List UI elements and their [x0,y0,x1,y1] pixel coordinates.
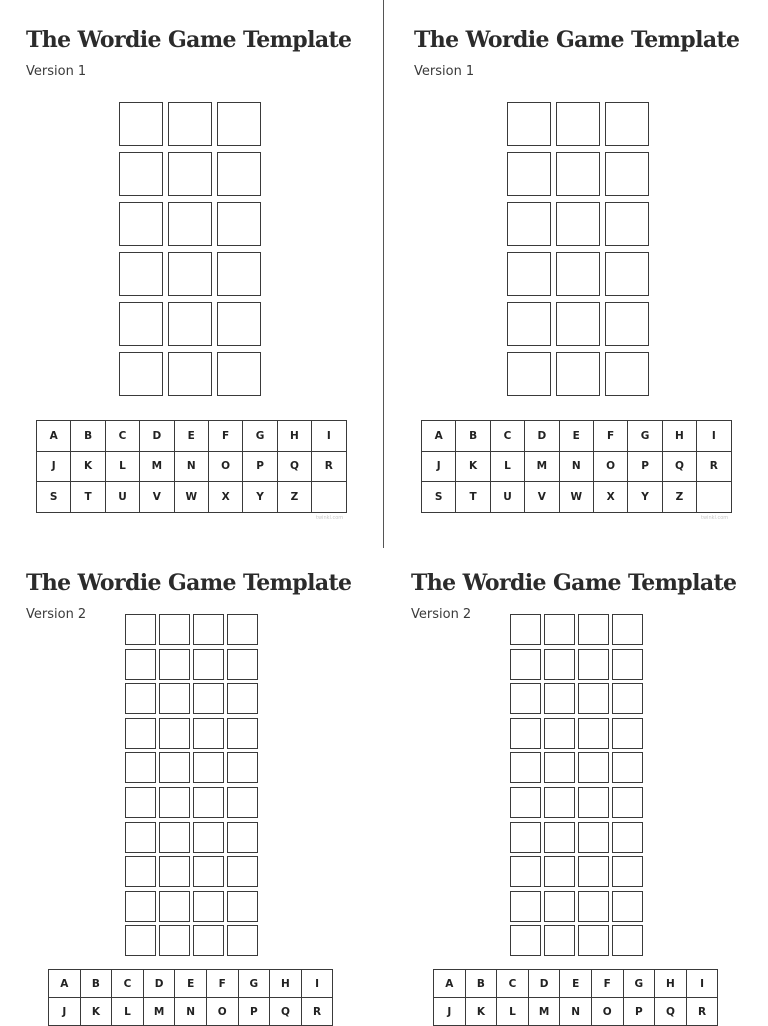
letter-cell[interactable] [312,482,346,513]
letter-box[interactable] [507,352,551,396]
letter-box[interactable] [612,614,643,645]
letter-box[interactable] [168,302,212,346]
letter-cell[interactable]: J [434,998,466,1026]
version-label: Version 1 [26,64,87,79]
panel-divider [383,0,384,548]
letter-cell[interactable]: T [456,482,490,513]
letter-box[interactable] [544,614,575,645]
letter-cell[interactable]: V [525,482,559,513]
letter-cell[interactable]: E [174,421,208,452]
alphabet-table [48,969,333,1026]
letter-box[interactable] [227,925,258,956]
letter-cell[interactable]: M [525,451,559,482]
letter-cell[interactable]: H [655,970,687,998]
letter-box[interactable] [227,614,258,645]
letter-cell[interactable]: M [143,998,175,1026]
letter-box[interactable] [556,302,600,346]
letter-cell[interactable]: Q [655,998,687,1026]
letter-cell[interactable]: E [560,970,592,998]
alphabet-row [49,998,333,1026]
letter-cell[interactable]: K [71,451,105,482]
alphabet-row [422,451,732,482]
letter-cell[interactable]: B [456,421,490,452]
letter-box[interactable] [578,925,609,956]
letter-box[interactable] [510,683,541,714]
letter-box[interactable] [227,683,258,714]
letter-box[interactable] [556,352,600,396]
letter-cell[interactable]: I [697,421,731,452]
letter-cell[interactable]: G [623,970,655,998]
letter-box[interactable] [119,352,163,396]
version-label: Version 2 [26,607,87,622]
letter-box[interactable] [544,891,575,922]
letter-cell[interactable]: I [686,970,718,998]
page-title: The Wordie Game Template [411,570,737,596]
letter-cell[interactable]: X [208,482,242,513]
letter-box[interactable] [159,787,190,818]
letter-cell[interactable]: C [105,421,139,452]
letter-cell[interactable]: B [465,970,497,998]
letter-box[interactable] [159,891,190,922]
letter-cell[interactable]: L [490,451,524,482]
letter-box[interactable] [125,683,156,714]
letter-box[interactable] [605,202,649,246]
alphabet-row [37,482,347,513]
letter-box[interactable] [119,202,163,246]
letter-cell[interactable]: J [37,451,71,482]
letter-box[interactable] [193,856,224,887]
letter-box[interactable] [612,683,643,714]
letter-box[interactable] [125,856,156,887]
letter-cell[interactable]: Q [662,451,696,482]
letter-box[interactable] [605,102,649,146]
letter-cell[interactable]: K [456,451,490,482]
letter-box[interactable] [168,252,212,296]
letter-cell[interactable]: G [628,421,662,452]
letter-box[interactable] [556,252,600,296]
letter-cell[interactable]: X [593,482,627,513]
letter-cell[interactable]: W [559,482,593,513]
letter-box[interactable] [159,822,190,853]
letter-cell[interactable]: B [80,970,112,998]
letter-cell[interactable]: V [140,482,174,513]
letter-box[interactable] [578,649,609,680]
letter-box[interactable] [119,252,163,296]
letter-cell[interactable]: C [490,421,524,452]
letter-cell[interactable]: O [208,451,242,482]
letter-box[interactable] [612,718,643,749]
letter-box[interactable] [507,102,551,146]
letter-box[interactable] [507,152,551,196]
letter-cell[interactable]: A [434,970,466,998]
letter-box[interactable] [605,152,649,196]
letter-cell[interactable]: Y [243,482,277,513]
letter-box[interactable] [125,891,156,922]
letter-cell[interactable]: W [174,482,208,513]
letter-cell[interactable]: P [238,998,270,1026]
letter-box[interactable] [578,752,609,783]
letter-cell[interactable]: C [497,970,529,998]
letter-box[interactable] [605,352,649,396]
letter-box[interactable] [159,752,190,783]
letter-box[interactable] [227,787,258,818]
letter-box[interactable] [578,891,609,922]
letter-box[interactable] [227,649,258,680]
letter-box[interactable] [125,925,156,956]
letter-box[interactable] [217,102,261,146]
letter-box[interactable] [217,302,261,346]
alphabet-table [421,420,732,513]
letter-box[interactable] [544,649,575,680]
letter-box[interactable] [612,856,643,887]
letter-cell[interactable]: B [71,421,105,452]
word-grid [125,614,258,956]
letter-box[interactable] [510,891,541,922]
letter-box[interactable] [544,787,575,818]
letter-cell[interactable]: O [593,451,627,482]
letter-box[interactable] [578,614,609,645]
letter-box[interactable] [193,614,224,645]
letter-cell[interactable]: L [112,998,144,1026]
letter-cell[interactable]: R [686,998,718,1026]
letter-cell[interactable]: G [238,970,270,998]
word-grid [119,102,261,396]
letter-box[interactable] [556,152,600,196]
letter-cell[interactable]: F [593,421,627,452]
letter-cell[interactable]: H [270,970,302,998]
letter-box[interactable] [125,614,156,645]
letter-cell[interactable]: N [175,998,207,1026]
letter-cell[interactable]: O [206,998,238,1026]
letter-cell[interactable]: A [422,421,456,452]
letter-cell[interactable]: O [591,998,623,1026]
letter-cell[interactable]: S [37,482,71,513]
letter-box[interactable] [510,752,541,783]
letter-box[interactable] [612,891,643,922]
letter-cell[interactable]: N [560,998,592,1026]
letter-cell[interactable]: R [301,998,333,1026]
letter-box[interactable] [193,649,224,680]
letter-cell[interactable]: K [80,998,112,1026]
letter-box[interactable] [193,718,224,749]
letter-cell[interactable]: U [490,482,524,513]
letter-box[interactable] [578,856,609,887]
footnote: twinkl.com [701,515,729,521]
letter-cell[interactable]: D [525,421,559,452]
letter-box[interactable] [605,252,649,296]
alphabet-row [434,970,718,998]
alphabet-row [49,970,333,998]
letter-box[interactable] [168,102,212,146]
letter-cell[interactable]: D [140,421,174,452]
letter-cell[interactable]: F [206,970,238,998]
letter-box[interactable] [510,718,541,749]
letter-box[interactable] [510,925,541,956]
alphabet-row [37,421,347,452]
letter-box[interactable] [556,102,600,146]
word-grid [510,614,643,956]
letter-cell[interactable]: Z [277,482,311,513]
version-label: Version 2 [411,607,472,622]
letter-box[interactable] [217,202,261,246]
letter-cell[interactable]: R [697,451,731,482]
letter-box[interactable] [544,856,575,887]
letter-cell[interactable]: I [301,970,333,998]
letter-box[interactable] [193,925,224,956]
alphabet-row [422,482,732,513]
letter-cell[interactable]: D [528,970,560,998]
letter-cell[interactable]: R [312,451,346,482]
letter-cell[interactable]: I [312,421,346,452]
letter-cell[interactable]: E [175,970,207,998]
letter-cell[interactable] [697,482,731,513]
letter-box[interactable] [159,856,190,887]
letter-box[interactable] [612,822,643,853]
letter-cell[interactable]: Q [270,998,302,1026]
letter-box[interactable] [168,152,212,196]
letter-box[interactable] [119,102,163,146]
letter-cell[interactable]: F [591,970,623,998]
footnote: twinkl.com [316,515,344,521]
letter-box[interactable] [193,822,224,853]
letter-box[interactable] [544,822,575,853]
letter-box[interactable] [510,649,541,680]
letter-box[interactable] [556,202,600,246]
letter-cell[interactable]: M [140,451,174,482]
letter-box[interactable] [612,787,643,818]
letter-box[interactable] [159,649,190,680]
letter-box[interactable] [168,352,212,396]
letter-box[interactable] [227,822,258,853]
letter-box[interactable] [544,925,575,956]
letter-cell[interactable]: J [49,998,81,1026]
word-grid [507,102,649,396]
letter-box[interactable] [193,683,224,714]
letter-box[interactable] [125,752,156,783]
letter-box[interactable] [168,202,212,246]
letter-box[interactable] [544,752,575,783]
letter-cell[interactable]: H [662,421,696,452]
alphabet-row [37,451,347,482]
letter-box[interactable] [119,302,163,346]
letter-box[interactable] [159,614,190,645]
letter-box[interactable] [217,252,261,296]
letter-box[interactable] [510,856,541,887]
letter-box[interactable] [227,856,258,887]
version-label: Version 1 [414,64,475,79]
letter-box[interactable] [227,891,258,922]
letter-box[interactable] [605,302,649,346]
letter-cell[interactable]: D [143,970,175,998]
page-title: The Wordie Game Template [26,27,352,53]
letter-box[interactable] [119,152,163,196]
letter-cell[interactable]: F [208,421,242,452]
page-title: The Wordie Game Template [26,570,352,596]
letter-cell[interactable]: T [71,482,105,513]
letter-box[interactable] [125,649,156,680]
letter-cell[interactable]: N [559,451,593,482]
letter-box[interactable] [125,787,156,818]
letter-box[interactable] [544,718,575,749]
letter-box[interactable] [227,752,258,783]
letter-box[interactable] [159,718,190,749]
letter-box[interactable] [193,752,224,783]
page-title: The Wordie Game Template [414,27,740,53]
letter-cell[interactable]: C [112,970,144,998]
letter-cell[interactable]: Q [277,451,311,482]
letter-box[interactable] [507,202,551,246]
letter-cell[interactable]: K [465,998,497,1026]
letter-cell[interactable]: L [497,998,529,1026]
letter-cell[interactable]: S [422,482,456,513]
letter-box[interactable] [612,649,643,680]
letter-cell[interactable]: P [623,998,655,1026]
letter-cell[interactable]: N [174,451,208,482]
alphabet-row [434,998,718,1026]
letter-box[interactable] [578,683,609,714]
letter-box[interactable] [159,683,190,714]
letter-cell[interactable]: L [105,451,139,482]
letter-box[interactable] [578,822,609,853]
letter-cell[interactable]: Y [628,482,662,513]
letter-cell[interactable]: E [559,421,593,452]
letter-cell[interactable]: Z [662,482,696,513]
letter-cell[interactable]: H [277,421,311,452]
letter-cell[interactable]: U [105,482,139,513]
letter-box[interactable] [125,718,156,749]
letter-box[interactable] [193,891,224,922]
letter-box[interactable] [544,683,575,714]
letter-box[interactable] [193,787,224,818]
letter-box[interactable] [125,822,156,853]
letter-box[interactable] [510,787,541,818]
letter-box[interactable] [159,925,190,956]
letter-box[interactable] [510,822,541,853]
letter-box[interactable] [578,787,609,818]
letter-cell[interactable]: J [422,451,456,482]
letter-box[interactable] [510,614,541,645]
letter-box[interactable] [612,752,643,783]
alphabet-row [422,421,732,452]
letter-box[interactable] [217,352,261,396]
letter-box[interactable] [507,302,551,346]
letter-box[interactable] [217,152,261,196]
letter-cell[interactable]: P [628,451,662,482]
letter-cell[interactable]: A [49,970,81,998]
letter-cell[interactable]: A [37,421,71,452]
letter-box[interactable] [507,252,551,296]
letter-cell[interactable]: G [243,421,277,452]
alphabet-table [36,420,347,513]
letter-box[interactable] [578,718,609,749]
letter-cell[interactable]: M [528,998,560,1026]
alphabet-table [433,969,718,1026]
letter-box[interactable] [227,718,258,749]
letter-cell[interactable]: P [243,451,277,482]
letter-box[interactable] [612,925,643,956]
